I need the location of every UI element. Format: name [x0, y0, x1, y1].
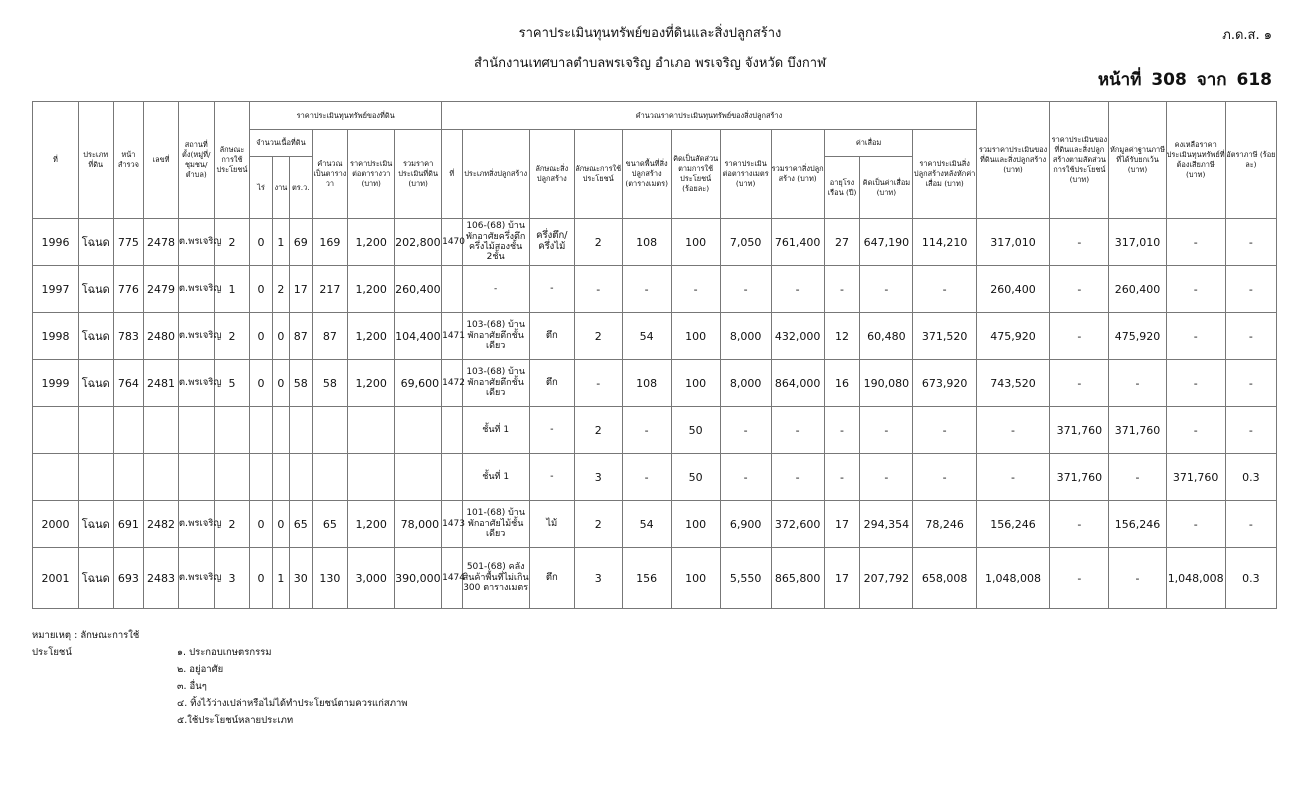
- cell-taxable: 371,760: [1166, 454, 1225, 501]
- cell-building-age: 16: [824, 360, 860, 407]
- cell-doc-type: โฉนด: [78, 266, 113, 313]
- cell-tax-rate: 0.3: [1225, 454, 1276, 501]
- cell-location: ต.พรเจริญ: [178, 548, 214, 609]
- col-building-age: อายุโรงเรือน (ปี): [824, 157, 860, 219]
- cell-land-total: 78,000: [395, 501, 442, 548]
- col-survey-page: หน้าสำรวจ: [113, 102, 144, 219]
- cell-sqwa: 58: [290, 360, 312, 407]
- cell-survey-page: 776: [113, 266, 144, 313]
- cell-land-total: [395, 407, 442, 454]
- cell-doc-type: โฉนด: [78, 360, 113, 407]
- cell-taxable: -: [1166, 219, 1225, 266]
- cell-price-per-sqwa: [348, 454, 395, 501]
- cell-building-age: 27: [824, 219, 860, 266]
- cell-use-type: 2: [214, 313, 250, 360]
- cell-total-value: 260,400: [976, 266, 1049, 313]
- cell-building-after-dep: 78,246: [913, 501, 976, 548]
- col-group-building: คำนวณราคาประเมินทุนทรัพย์ของสิ่งปลูกสร้าง: [442, 102, 977, 130]
- note-item: ๔. ทิ้งไว้ว่างเปล่าหรือไม่ได้ทำประโยชน์ตามควรแก่สภาพ: [177, 698, 408, 709]
- cell-location: ต.พรเจริญ: [178, 501, 214, 548]
- cell-building-use: 2: [574, 501, 622, 548]
- cell-building-age: -: [824, 454, 860, 501]
- cell-building-age: 17: [824, 548, 860, 609]
- notes-section: [32, 627, 408, 729]
- cell-proportion-value: 371,760: [1050, 454, 1109, 501]
- note-item: ๕.ใช้ประโยชน์หลายประเภท: [177, 715, 294, 726]
- cell-ngan: 2: [272, 266, 289, 313]
- cell-ngan: 0: [272, 501, 289, 548]
- cell-taxable: -: [1166, 360, 1225, 407]
- cell-building-total: 865,800: [771, 548, 824, 609]
- cell-calc-sqwa: 87: [312, 313, 348, 360]
- cell-exemption: -: [1109, 360, 1166, 407]
- cell-building-age: -: [824, 407, 860, 454]
- cell-use-type: 2: [214, 501, 250, 548]
- cell-doc-type: โฉนด: [78, 219, 113, 266]
- table-row: [33, 219, 1277, 266]
- cell-ngan: 0: [272, 360, 289, 407]
- cell-building-type: ชั้นที่ 1: [462, 407, 529, 454]
- cell-building-area: 108: [622, 219, 671, 266]
- cell-use-type: 1: [214, 266, 250, 313]
- cell-rai: 0: [250, 501, 272, 548]
- cell-building-type: ชั้นที่ 1: [462, 454, 529, 501]
- cell-location: ต.พรเจริญ: [178, 219, 214, 266]
- col-building-after-dep: ราคาประเมินสิ่งปลูกสร้างหลังหักค่าเสื่อม (บาท): [913, 130, 976, 219]
- cell-exemption: -: [1109, 548, 1166, 609]
- cell-building-ratio: -: [671, 266, 720, 313]
- cell-building-depreciation: -: [860, 407, 913, 454]
- cell-doc-no: 2482: [144, 501, 179, 548]
- cell-building-style: ไม้: [529, 501, 574, 548]
- cell-sqwa: 69: [290, 219, 312, 266]
- cell-rai: 0: [250, 548, 272, 609]
- cell-land-total: 260,400: [395, 266, 442, 313]
- cell-no: 1997: [33, 266, 79, 313]
- col-rai: ไร่: [250, 157, 272, 219]
- cell-tax-rate: -: [1225, 407, 1276, 454]
- cell-use-type: 3: [214, 548, 250, 609]
- cell-exemption: 156,246: [1109, 501, 1166, 548]
- cell-building-depreciation: -: [860, 454, 913, 501]
- col-building-style: ลักษณะสิ่งปลูกสร้าง: [529, 130, 574, 219]
- note-item: ๒. อยู่อาศัย: [177, 664, 224, 675]
- cell-building-use: 2: [574, 313, 622, 360]
- col-group-land: ราคาประเมินทุนทรัพย์ของที่ดิน: [250, 102, 442, 130]
- cell-tax-rate: 0.3: [1225, 548, 1276, 609]
- cell-building-no: 1474: [442, 548, 462, 609]
- cell-building-type: 106-(68) บ้านพักอาศัยครึ่งตึกครึ่งไม้สองชั้น 2ชั้น: [462, 219, 529, 266]
- cell-building-no: 1471: [442, 313, 462, 360]
- cell-taxable: -: [1166, 313, 1225, 360]
- col-location: สถานที่ตั้ง(หมู่ที่/ชุมชน/ตำบล): [178, 102, 214, 219]
- col-building-area: ขนาดพื้นที่สิ่งปลูกสร้าง (ตารางเมตร): [622, 130, 671, 219]
- col-no: ที่: [33, 102, 79, 219]
- cell-use-type: 2: [214, 219, 250, 266]
- cell-survey-page: 783: [113, 313, 144, 360]
- cell-ngan: 1: [272, 219, 289, 266]
- cell-building-age: -: [824, 266, 860, 313]
- cell-building-no: [442, 266, 462, 313]
- cell-building-ratio: 100: [671, 548, 720, 609]
- document-subtitle: สำนักงานเทศบาลตำบลพรเจริญ อำเภอ พรเจริญ จังหวัด บึงกาฬ: [473, 56, 826, 71]
- cell-calc-sqwa: [312, 407, 348, 454]
- cell-tax-rate: -: [1225, 266, 1276, 313]
- cell-rai: 0: [250, 266, 272, 313]
- cell-total-value: 317,010: [976, 219, 1049, 266]
- col-land-total: รวมราคาประเมินที่ดิน (บาท): [395, 130, 442, 219]
- page-indicator: [1096, 66, 1274, 93]
- cell-proportion-value: 371,760: [1050, 407, 1109, 454]
- cell-total-value: 743,520: [976, 360, 1049, 407]
- cell-land-total: 202,800: [395, 219, 442, 266]
- cell-rai: 0: [250, 360, 272, 407]
- note-item: ๓. อื่นๆ: [177, 681, 207, 692]
- col-price-per-sqwa: ราคาประเมินต่อตารางวา (บาท): [348, 130, 395, 219]
- table-row: [33, 313, 1277, 360]
- col-doc-type: ประเภทที่ดิน: [78, 102, 113, 219]
- cell-doc-no: 2480: [144, 313, 179, 360]
- cell-building-total: 864,000: [771, 360, 824, 407]
- cell-land-total: 69,600: [395, 360, 442, 407]
- cell-location: ต.พรเจริญ: [178, 266, 214, 313]
- cell-rai: [250, 454, 272, 501]
- col-exemption: หักมูลค่าฐานภาษีที่ได้รับยกเว้น (บาท): [1109, 102, 1166, 219]
- cell-survey-page: [113, 407, 144, 454]
- cell-building-style: ครึ่งตึก/ครึ่งไม้: [529, 219, 574, 266]
- note-item: ๑. ประกอบเกษตรกรรม: [177, 647, 272, 658]
- cell-land-total: [395, 454, 442, 501]
- cell-sqwa: 30: [290, 548, 312, 609]
- cell-no: [33, 407, 79, 454]
- cell-survey-page: 691: [113, 501, 144, 548]
- cell-building-use: 3: [574, 454, 622, 501]
- col-doc-no: เลขที่: [144, 102, 179, 219]
- form-code: ภ.ด.ส. ๑: [1222, 28, 1272, 43]
- cell-building-no: 1472: [442, 360, 462, 407]
- cell-building-style: -: [529, 407, 574, 454]
- cell-building-use: 2: [574, 219, 622, 266]
- cell-building-total: -: [771, 266, 824, 313]
- cell-use-type: 5: [214, 360, 250, 407]
- cell-calc-sqwa: [312, 454, 348, 501]
- cell-building-ratio: 100: [671, 219, 720, 266]
- cell-calc-sqwa: 65: [312, 501, 348, 548]
- cell-sqwa: [290, 454, 312, 501]
- table-row: [33, 501, 1277, 548]
- cell-building-price-sqm: 8,000: [720, 360, 771, 407]
- cell-building-total: -: [771, 407, 824, 454]
- cell-rai: [250, 407, 272, 454]
- cell-building-price-sqm: -: [720, 407, 771, 454]
- cell-total-value: 475,920: [976, 313, 1049, 360]
- cell-building-type: 103-(68) บ้านพักอาศัยตึกชั้นเดียว: [462, 313, 529, 360]
- cell-location: ต.พรเจริญ: [178, 313, 214, 360]
- cell-building-style: ตึก: [529, 360, 574, 407]
- cell-building-after-dep: 673,920: [913, 360, 976, 407]
- col-use-type: ลักษณะการใช้ประโยชน์: [214, 102, 250, 219]
- cell-no: 2000: [33, 501, 79, 548]
- cell-ngan: 1: [272, 548, 289, 609]
- assessment-table: [32, 101, 1277, 609]
- cell-total-value: -: [976, 407, 1049, 454]
- cell-rai: 0: [250, 219, 272, 266]
- cell-building-use: 3: [574, 548, 622, 609]
- cell-ngan: [272, 407, 289, 454]
- cell-total-value: 1,048,008: [976, 548, 1049, 609]
- cell-building-ratio: 50: [671, 454, 720, 501]
- col-tax-rate: อัตราภาษี (ร้อยละ): [1225, 102, 1276, 219]
- cell-location: [178, 407, 214, 454]
- cell-building-no: [442, 454, 462, 501]
- cell-building-type: 101-(68) บ้านพักอาศัยไม้ชั้นเดียว: [462, 501, 529, 548]
- cell-price-per-sqwa: 1,200: [348, 360, 395, 407]
- cell-building-depreciation: 190,080: [860, 360, 913, 407]
- col-taxable: คงเหลือราคาประเมินทุนทรัพย์ที่ต้องเสียภาษี (บาท): [1166, 102, 1225, 219]
- cell-total-value: -: [976, 454, 1049, 501]
- cell-building-total: 761,400: [771, 219, 824, 266]
- cell-tax-rate: -: [1225, 501, 1276, 548]
- cell-building-area: 156: [622, 548, 671, 609]
- cell-taxable: -: [1166, 266, 1225, 313]
- cell-price-per-sqwa: 3,000: [348, 548, 395, 609]
- cell-building-depreciation: 60,480: [860, 313, 913, 360]
- cell-price-per-sqwa: 1,200: [348, 266, 395, 313]
- cell-no: 1999: [33, 360, 79, 407]
- cell-building-use: -: [574, 266, 622, 313]
- cell-building-total: 372,600: [771, 501, 824, 548]
- cell-use-type: [214, 407, 250, 454]
- cell-exemption: 317,010: [1109, 219, 1166, 266]
- cell-building-after-dep: 371,520: [913, 313, 976, 360]
- cell-building-after-dep: -: [913, 407, 976, 454]
- cell-building-area: -: [622, 407, 671, 454]
- col-building-total: รวมราคาสิ่งปลูกสร้าง (บาท): [771, 130, 824, 219]
- cell-building-area: 54: [622, 501, 671, 548]
- cell-building-depreciation: 647,190: [860, 219, 913, 266]
- cell-doc-type: โฉนด: [78, 501, 113, 548]
- cell-ngan: 0: [272, 313, 289, 360]
- cell-tax-rate: -: [1225, 313, 1276, 360]
- cell-building-use: -: [574, 360, 622, 407]
- cell-rai: 0: [250, 313, 272, 360]
- cell-building-area: -: [622, 454, 671, 501]
- page-total: 618: [1236, 70, 1272, 90]
- cell-no: [33, 454, 79, 501]
- cell-building-total: 432,000: [771, 313, 824, 360]
- cell-location: [178, 454, 214, 501]
- page-current: 308: [1151, 70, 1187, 90]
- cell-proportion-value: -: [1050, 548, 1109, 609]
- cell-building-total: -: [771, 454, 824, 501]
- table-row: [33, 548, 1277, 609]
- cell-building-type: -: [462, 266, 529, 313]
- cell-calc-sqwa: 130: [312, 548, 348, 609]
- cell-price-per-sqwa: [348, 407, 395, 454]
- cell-land-total: 104,400: [395, 313, 442, 360]
- cell-taxable: -: [1166, 407, 1225, 454]
- col-proportion-value: ราคาประเมินของที่ดินและสิ่งปลูกสร้างตามสัดส่วนการใช้ประโยชน์ (บาท): [1050, 102, 1109, 219]
- cell-no: 1998: [33, 313, 79, 360]
- cell-building-age: 17: [824, 501, 860, 548]
- cell-price-per-sqwa: 1,200: [348, 501, 395, 548]
- cell-no: 1996: [33, 219, 79, 266]
- cell-taxable: 1,048,008: [1166, 548, 1225, 609]
- cell-building-ratio: 100: [671, 501, 720, 548]
- cell-building-area: 54: [622, 313, 671, 360]
- cell-building-area: 108: [622, 360, 671, 407]
- col-building-ratio: คิดเป็นสัดส่วนตามการใช้ประโยชน์ (ร้อยละ): [671, 130, 720, 219]
- cell-building-style: ตึก: [529, 313, 574, 360]
- cell-exemption: 260,400: [1109, 266, 1166, 313]
- document-title: ราคาประเมินทุนทรัพย์ของที่ดินและสิ่งปลูกสร้าง: [518, 26, 782, 41]
- cell-building-depreciation: -: [860, 266, 913, 313]
- cell-building-style: -: [529, 454, 574, 501]
- cell-building-ratio: 100: [671, 360, 720, 407]
- cell-proportion-value: -: [1050, 219, 1109, 266]
- cell-sqwa: 65: [290, 501, 312, 548]
- cell-survey-page: 775: [113, 219, 144, 266]
- cell-exemption: -: [1109, 454, 1166, 501]
- cell-survey-page: [113, 454, 144, 501]
- cell-building-no: [442, 407, 462, 454]
- cell-proportion-value: -: [1050, 313, 1109, 360]
- cell-building-after-dep: 658,008: [913, 548, 976, 609]
- cell-doc-type: โฉนด: [78, 548, 113, 609]
- cell-building-type: 501-(68) คลังสินค้าพื้นที่ไม่เกิน 300 ตารางเมตร: [462, 548, 529, 609]
- cell-building-after-dep: -: [913, 454, 976, 501]
- col-group-area: จำนวนเนื้อที่ดิน: [250, 130, 312, 157]
- cell-tax-rate: -: [1225, 360, 1276, 407]
- cell-sqwa: 87: [290, 313, 312, 360]
- cell-building-price-sqm: 5,550: [720, 548, 771, 609]
- col-ngan: งาน: [272, 157, 289, 219]
- cell-doc-type: โฉนด: [78, 313, 113, 360]
- col-group-depreciation: ค่าเสื่อม: [824, 130, 913, 157]
- cell-doc-type: [78, 407, 113, 454]
- cell-taxable: -: [1166, 501, 1225, 548]
- cell-building-after-dep: -: [913, 266, 976, 313]
- cell-building-ratio: 100: [671, 313, 720, 360]
- table-row: [33, 454, 1277, 501]
- cell-calc-sqwa: 169: [312, 219, 348, 266]
- cell-ngan: [272, 454, 289, 501]
- page-of-label: จาก: [1196, 70, 1227, 90]
- table-row: [33, 360, 1277, 407]
- table-row: [33, 407, 1277, 454]
- cell-building-price-sqm: -: [720, 454, 771, 501]
- cell-calc-sqwa: 58: [312, 360, 348, 407]
- cell-doc-no: 2479: [144, 266, 179, 313]
- col-building-type: ประเภทสิ่งปลูกสร้าง: [462, 130, 529, 219]
- cell-building-use: 2: [574, 407, 622, 454]
- cell-building-area: -: [622, 266, 671, 313]
- cell-building-depreciation: 207,792: [860, 548, 913, 609]
- col-building-use: ลักษณะการใช้ประโยชน์: [574, 130, 622, 219]
- cell-doc-no: [144, 407, 179, 454]
- cell-proportion-value: -: [1050, 360, 1109, 407]
- cell-building-price-sqm: 6,900: [720, 501, 771, 548]
- cell-building-no: 1470: [442, 219, 462, 266]
- cell-total-value: 156,246: [976, 501, 1049, 548]
- col-total-value: รวมราคาประเมินของที่ดินและสิ่งปลูกสร้าง (บาท): [976, 102, 1049, 219]
- cell-sqwa: 17: [290, 266, 312, 313]
- col-building-depreciation: คิดเป็นค่าเสื่อม (บาท): [860, 157, 913, 219]
- cell-building-depreciation: 294,354: [860, 501, 913, 548]
- col-sqwa: ตร.ว.: [290, 157, 312, 219]
- cell-proportion-value: -: [1050, 501, 1109, 548]
- cell-tax-rate: -: [1225, 219, 1276, 266]
- cell-exemption: 475,920: [1109, 313, 1166, 360]
- col-building-price-sqm: ราคาประเมินต่อตารางเมตร (บาท): [720, 130, 771, 219]
- cell-building-no: 1473: [442, 501, 462, 548]
- notes-label: หมายเหตุ : ลักษณะการใช้ประโยชน์: [32, 630, 140, 658]
- cell-building-price-sqm: -: [720, 266, 771, 313]
- cell-proportion-value: -: [1050, 266, 1109, 313]
- cell-calc-sqwa: 217: [312, 266, 348, 313]
- cell-doc-no: 2483: [144, 548, 179, 609]
- cell-building-type: 103-(68) บ้านพักอาศัยตึกชั้นเดียว: [462, 360, 529, 407]
- cell-building-ratio: 50: [671, 407, 720, 454]
- page-label: หน้าที่: [1097, 70, 1142, 90]
- cell-building-age: 12: [824, 313, 860, 360]
- cell-use-type: [214, 454, 250, 501]
- cell-exemption: 371,760: [1109, 407, 1166, 454]
- cell-doc-type: [78, 454, 113, 501]
- cell-building-style: -: [529, 266, 574, 313]
- cell-survey-page: 764: [113, 360, 144, 407]
- cell-price-per-sqwa: 1,200: [348, 219, 395, 266]
- cell-building-after-dep: 114,210: [913, 219, 976, 266]
- col-calc-sqwa: คำนวณเป็นตารางวา: [312, 130, 348, 219]
- cell-doc-no: [144, 454, 179, 501]
- cell-building-price-sqm: 7,050: [720, 219, 771, 266]
- col-building-no: ที่: [442, 130, 462, 219]
- cell-building-price-sqm: 8,000: [720, 313, 771, 360]
- cell-building-style: ตึก: [529, 548, 574, 609]
- cell-doc-no: 2481: [144, 360, 179, 407]
- cell-sqwa: [290, 407, 312, 454]
- cell-doc-no: 2478: [144, 219, 179, 266]
- cell-no: 2001: [33, 548, 79, 609]
- cell-price-per-sqwa: 1,200: [348, 313, 395, 360]
- cell-survey-page: 693: [113, 548, 144, 609]
- table-row: [33, 266, 1277, 313]
- cell-location: ต.พรเจริญ: [178, 360, 214, 407]
- cell-land-total: 390,000: [395, 548, 442, 609]
